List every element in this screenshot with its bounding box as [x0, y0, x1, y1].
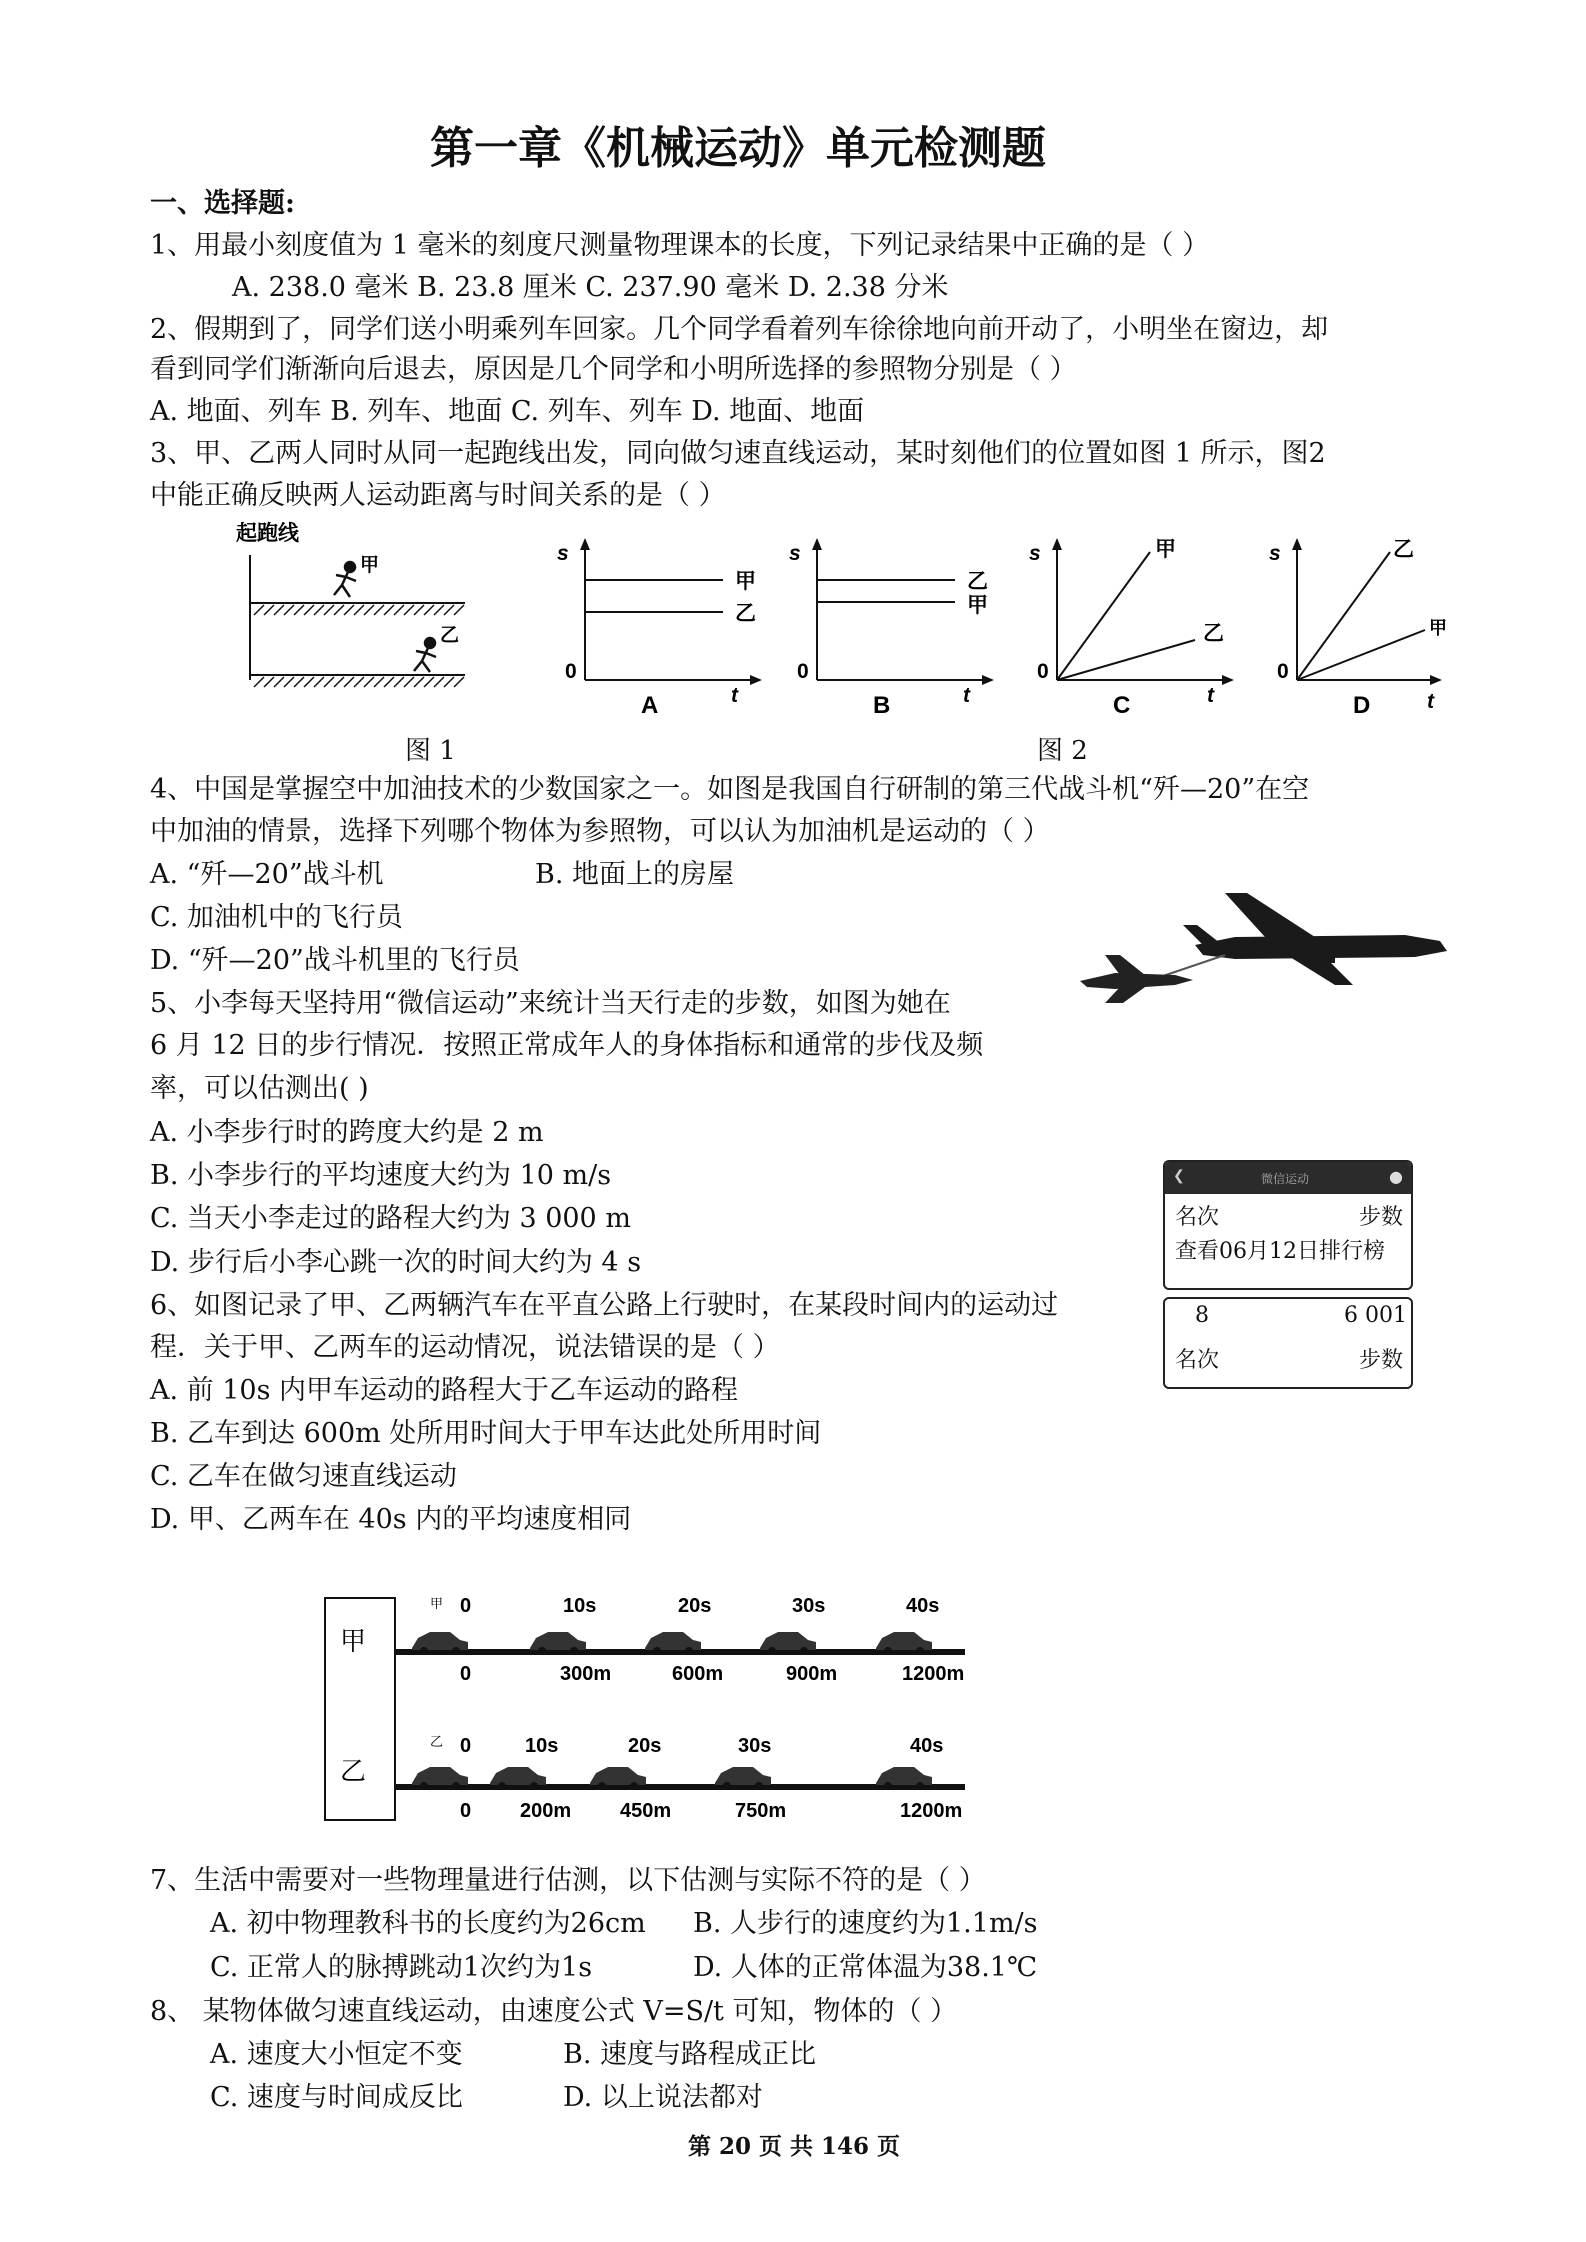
runner-jia-label: 甲: [360, 555, 380, 576]
steps-value: 6 001: [1344, 1303, 1407, 1328]
jia-dist-900m: 900m: [786, 1663, 838, 1685]
q3-stem-line2: 中能正确反映两人运动距离与时间关系的是（ ）: [150, 480, 726, 511]
q1-stem: 1、用最小刻度值为 1 毫米的刻度尺测量物理课本的长度，下列记录结果中正确的是（ ）: [150, 230, 1210, 261]
yi-time-40s: 40s: [910, 1735, 944, 1757]
graph-c-bottom-label: 乙: [1203, 622, 1224, 645]
jia-dist-300m: 300m: [560, 1663, 612, 1685]
wechat-header-bar: [1165, 1162, 1411, 1194]
yi-time-20s: 20s: [628, 1735, 662, 1757]
wechat-stats-panel: [1163, 1297, 1413, 1389]
q6-option-c: C. 乙车在做匀速直线运动: [150, 1461, 457, 1492]
rank-label-2: 名次: [1175, 1348, 1220, 1373]
graph-b-axis-s: s: [789, 542, 801, 565]
yi-dist-0: 0: [460, 1800, 472, 1822]
q8-option-a: A. 速度大小恒定不变: [210, 2039, 463, 2070]
car-motion-figure: [320, 1580, 1000, 1830]
graph-d-bottom-label: 甲: [1429, 618, 1447, 638]
graph-c-top-label: 甲: [1155, 538, 1176, 561]
graph-c-axis-s: s: [1029, 542, 1041, 565]
q7-option-c: C. 正常人的脉搏跳动1次约为1s: [210, 1952, 593, 1983]
graph-c-letter: C: [1113, 692, 1131, 719]
graph-c: [1029, 538, 1234, 719]
view-rank-link[interactable]: 查看06月12日排行榜: [1175, 1239, 1385, 1264]
track-hatch-lower: [254, 677, 464, 687]
q2-stem-line1: 2、假期到了，同学们送小明乘列车回家。几个同学看着列车徐徐地向前开动了，小明坐在窗边，却: [150, 314, 1329, 345]
q7-option-b: B. 人步行的速度约为1.1m/s: [693, 1908, 1038, 1939]
back-arrow-icon: ❮: [1173, 1168, 1185, 1184]
figure-2-caption: 图 2: [1037, 736, 1088, 766]
q3-stem-line1: 3、甲、乙两人同时从同一起跑线出发，同向做匀速直线运动，某时刻他们的位置如图 1 所示，图2: [150, 438, 1326, 469]
graph-b-letter: B: [873, 692, 891, 719]
start-line-label: 起跑线: [236, 522, 299, 545]
figure-1-caption: 图 1: [405, 736, 456, 766]
jia-time-20s: 20s: [678, 1595, 712, 1617]
yi-dist-750m: 750m: [735, 1800, 787, 1822]
q4-stem-line2: 中加油的情景，选择下列哪个物体为参照物，可以认为加油机是运动的（ ）: [150, 816, 1050, 847]
q2-options: A. 地面、列车 B. 列车、地面 C. 列车、列车 D. 地面、地面: [150, 396, 865, 427]
jia-time-10s: 10s: [563, 1595, 597, 1617]
q5-option-d: D. 步行后小李心跳一次的时间大约为 4 s: [150, 1247, 642, 1278]
graph-c-line-shallow: [1057, 640, 1195, 680]
q7-option-a: A. 初中物理教科书的长度约为26cm: [210, 1908, 646, 1939]
q4-option-b: B. 地面上的房屋: [535, 859, 735, 890]
graph-d-top-label: 乙: [1393, 538, 1414, 561]
yi-dist-450m: 450m: [620, 1800, 672, 1822]
yi-dist-1200m: 1200m: [900, 1800, 963, 1822]
rank-value: 8: [1195, 1303, 1209, 1328]
yi-small-label: 乙: [430, 1734, 444, 1749]
q5-stem-line1: 5、小李每天坚持用“微信运动”来统计当天行走的步数，如图为她在: [150, 988, 951, 1019]
graph-d-letter: D: [1353, 692, 1371, 719]
q8-option-d: D. 以上说法都对: [563, 2082, 763, 2113]
q6-option-b: B. 乙车到达 600m 处所用时间大于甲车达此处所用时间: [150, 1418, 822, 1449]
graph-b: [789, 538, 994, 719]
refueling-aircraft-image: [1075, 885, 1455, 1010]
track-hatch-upper: [254, 605, 464, 615]
runner-jia-icon: [334, 562, 356, 597]
graph-b-origin: 0: [797, 660, 809, 683]
q6-stem-line2: 程．关于甲、乙两车的运动情况，说法错误的是（ ）: [150, 1332, 780, 1363]
yi-time-10s: 10s: [525, 1735, 559, 1757]
q7-option-d: D. 人体的正常体温为38.1℃: [693, 1952, 1038, 1983]
rank-label: 名次: [1175, 1205, 1220, 1230]
graph-a-letter: A: [641, 692, 659, 719]
graph-a-axis-t: t: [731, 684, 738, 707]
wechat-header-title: 微信运动: [1261, 1172, 1310, 1186]
q4-option-a: A. “歼—20”战斗机: [150, 859, 384, 890]
yi-car-label: 乙: [340, 1756, 367, 1786]
q4-stem-line1: 4、中国是掌握空中加油技术的少数国家之一。如图是我国自行研制的第三代战斗机“歼—20”在空: [150, 774, 1310, 805]
graph-d-axis-s: s: [1269, 542, 1281, 565]
yi-dist-200m: 200m: [520, 1800, 572, 1822]
graph-a-top-label: 甲: [735, 570, 756, 593]
profile-icon: ●: [1389, 1167, 1403, 1186]
page-footer: 第 20 页 共 146 页: [688, 2133, 901, 2160]
q4-option-c: C. 加油机中的飞行员: [150, 902, 403, 933]
q2-stem-line2: 看到同学们渐渐向后退去，原因是几个同学和小明所选择的参照物分别是（ ）: [150, 354, 1077, 385]
q7-stem: 7、生活中需要对一些物理量进行估测，以下估测与实际不符的是（ ）: [150, 1865, 986, 1896]
tanker-aircraft-icon: [1183, 893, 1447, 985]
steps-label-2: 步数: [1358, 1348, 1403, 1373]
graph-a-origin: 0: [565, 660, 577, 683]
page-title: 第一章《机械运动》单元检测题: [430, 123, 1046, 174]
runner-yi-icon: [414, 638, 436, 672]
q1-options: A. 238.0 毫米 B. 23.8 厘米 C. 237.90 毫米 D. 2.38 分米: [232, 272, 949, 303]
q5-stem-line2: 6 月 12 日的步行情况．按照正常成年人的身体指标和通常的步伐及频: [150, 1030, 984, 1061]
yi-time-30s: 30s: [738, 1735, 772, 1757]
jia-time-0: 0: [460, 1595, 472, 1617]
jia-car-label: 甲: [340, 1626, 367, 1656]
graph-d-axis-t: t: [1427, 690, 1434, 713]
jia-dist-600m: 600m: [672, 1663, 724, 1685]
jia-dist-1200m: 1200m: [902, 1663, 965, 1685]
graph-c-axis-t: t: [1207, 684, 1214, 707]
section-heading: 一、选择题:: [150, 188, 295, 219]
q5-stem-line3: 率，可以估测出( ): [150, 1073, 369, 1104]
refuel-hose: [1160, 955, 1225, 977]
graph-b-bottom-label: 甲: [967, 594, 988, 617]
graph-b-top-label: 乙: [967, 570, 988, 593]
graph-a: [557, 538, 762, 719]
jia-small-label: 甲: [430, 1596, 444, 1611]
q8-option-c: C. 速度与时间成反比: [210, 2082, 463, 2113]
q6-stem-line1: 6、如图记录了甲、乙两辆汽车在平直公路上行驶时，在某段时间内的运动过: [150, 1290, 1059, 1321]
q5-option-b: B. 小李步行的平均速度大约为 10 m/s: [150, 1160, 612, 1191]
graph-a-axis-s: s: [557, 542, 569, 565]
graph-c-origin: 0: [1037, 660, 1049, 683]
q5-option-a: A. 小李步行时的跨度大约是 2 m: [150, 1117, 544, 1148]
steps-label: 步数: [1358, 1205, 1403, 1230]
runner-yi-label: 乙: [440, 625, 460, 646]
wechat-rank-panel: [1163, 1160, 1413, 1290]
fighter-jet-icon: [1080, 955, 1193, 1003]
q8-option-b: B. 速度与路程成正比: [563, 2039, 817, 2070]
q8-stem: 8、 某物体做匀速直线运动，由速度公式 V=S/t 可知，物体的（ ）: [150, 1996, 958, 2027]
q6-option-d: D. 甲、乙两车在 40s 内的平均速度相同: [150, 1504, 632, 1535]
q5-option-c: C. 当天小李走过的路程大约为 3 000 m: [150, 1203, 631, 1234]
graph-b-axis-t: t: [963, 684, 970, 707]
graph-c-line-steep: [1057, 552, 1150, 680]
yi-time-0: 0: [460, 1735, 472, 1757]
figure-2-graphs: [555, 530, 1455, 730]
q6-option-a: A. 前 10s 内甲车运动的路程大于乙车运动的路程: [150, 1375, 739, 1406]
jia-dist-0: 0: [460, 1663, 472, 1685]
graph-d-origin: 0: [1277, 660, 1289, 683]
jia-time-30s: 30s: [792, 1595, 826, 1617]
q4-option-d: D. “歼—20”战斗机里的飞行员: [150, 945, 520, 976]
graph-d: [1269, 538, 1447, 719]
jia-time-40s: 40s: [906, 1595, 940, 1617]
graph-a-bottom-label: 乙: [735, 602, 756, 625]
figure-1-start-line: [230, 515, 490, 690]
